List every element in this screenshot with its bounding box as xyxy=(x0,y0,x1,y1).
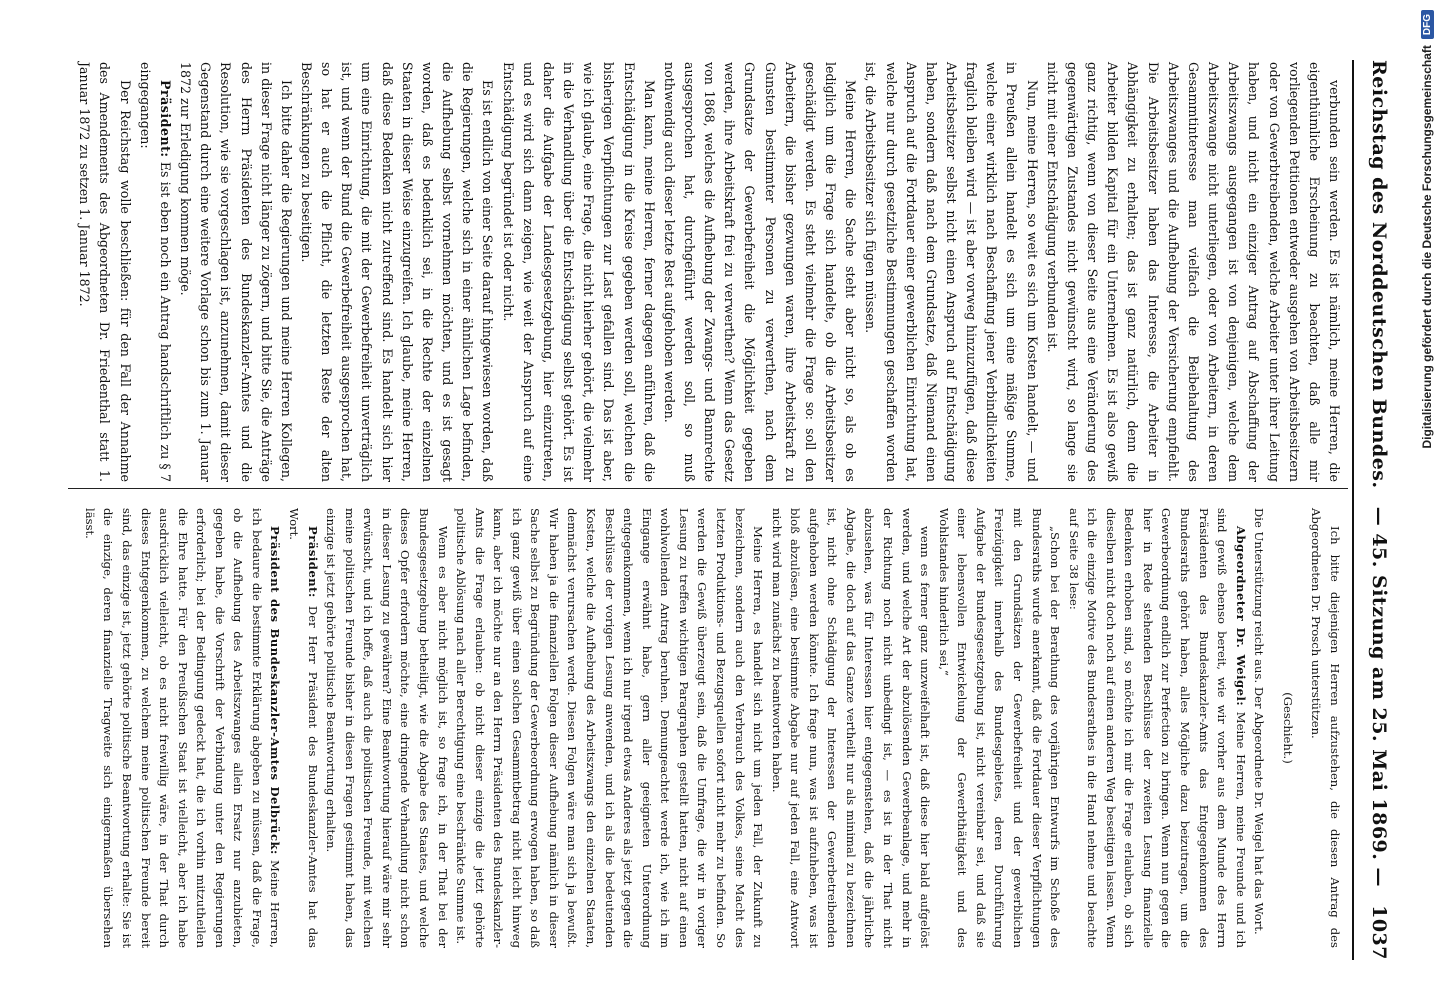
digitization-credit-text: Digitalisierung gefördert durch die Deutsche Forschungsgemeinschaft xyxy=(1420,45,1434,449)
paragraph-text: Es ist eben noch ein Antrag handschriftlich zu § 7 eingegangen: xyxy=(137,62,173,482)
paragraph-text: „Schon bei der Berathung des vorjährigen Entwurfs im Schoße des Bundesraths wurde anerkannt, daß die Fortdauer dieser Verpflichtungen mit den Grundsätzen der Gewerbefreiheit und der gewerblichen Freizügigkeit innerhalb des Bundesgebietes, deren Durchführung Aufgabe der Bundesgesetzgebung ist, nicht vereinbar sei, und daß sie einer lebensvollen Entwickelung der Gewerbthätigkeit und des Wohlstandes hinderlich sei,“ xyxy=(936,508,1063,948)
paragraph xyxy=(1064,508,1250,948)
header-rule xyxy=(1352,60,1354,960)
paragraph-text: Der Reichstag wolle beschließen: für den Fall der Annahme des Amendements des Abgeordneten Dr. Friedenthal statt 1. Januar 1872 zu setzen 1. Januar 1872. xyxy=(77,62,133,482)
paragraph-text: (Geschieht.) xyxy=(1280,692,1295,764)
paragraph xyxy=(1042,62,1344,482)
paragraph xyxy=(135,62,175,482)
paragraph xyxy=(1307,508,1344,948)
column-divider xyxy=(68,488,1348,489)
paragraph xyxy=(80,508,284,948)
paragraph-text: Meine Herren, die Sache steht aber nicht so, als ob es lediglich um die Frage sich handelte, ob die Arbeitsbesitzer geschädigt werden. Es steht vielmehr die Frage so: soll den Arbeitern, die bisher gezwungen waren, ihre Arbeitskraft zu Gunsten bestimmter Personen zu verwerthen, nach dem Grundsatze der Gewerbefreiheit die Möglichkeit gegeben werden, ihre Arbeitskraft frei zu verwerthen? Wenn das Gesetz von 1868, welches die Aufhebung der Zwangs- und Bannrechte ausgesprochen hat, durchgeführt werden soll, so muß nothwendig auch dieser letzte Rest aufgehoben werden. xyxy=(661,62,859,482)
paragraph xyxy=(1250,508,1269,948)
left-column xyxy=(74,62,1344,482)
paragraph xyxy=(296,62,498,482)
paragraph xyxy=(659,62,861,482)
paragraph xyxy=(322,508,452,948)
paragraph-text: Der Herr Präsident des Bundeskanzler-Amtes hat das Wort. xyxy=(287,508,320,949)
paragraph xyxy=(285,508,322,948)
paragraph-text: Wenn es aber nicht möglich ist, so frage ich, in der That bei der Bundesgesetzgebung betheiligt, wie die Abgabe des Staates, und welche dieses Opfer erfordern möchte, eine dringende Verhandlung nicht schon in dieser Lesung zu gewähren? Eine Beantwortung hierauf wäre mir sehr erwünscht, und ich hoffe, daß auch die politischen Freunde, mit welchen meine politischen Freunde bisher in diesen Fragen gestimmt haben, das einzige ist jetzt gehörte politische Beantwortung erhalten. xyxy=(324,508,450,948)
speaker-name: Präsident des Bundeskanzler-Amtes Delbrück: xyxy=(268,526,283,855)
paragraph xyxy=(74,62,134,482)
paragraph-text: Man kann, meine Herren, ferner dagegen anführen, daß die Entschädigung in die Kreise gegeben werden soll, welchen die bisherigen Verpflichtungen zur Last gefallen sind. Das ist aber, wie ich glaube, eine Frage, die nicht hierher gehört, die vielmehr in die Verhandlung über die Entschädigung selbst gehört. Es ist daher die Aufgabe der Landesgesetzgebung, hier einzutreten, und es wird sich dann zeigen, wie weit der Anspruch auf eine Entschädigung begründet ist oder nicht. xyxy=(500,62,657,482)
paragraph xyxy=(934,508,1064,948)
paragraph-text: Meine Herren, ich bedaure die bestimmte Erklärung abgeben zu müssen, daß die Frage, ob die Aufhebung des Arbeitszwanges allein Ersatz nur anzubieten, gegeben habe, die Vorschrift der Verbindung unter den Regierungen erforderlich; bei der Bedingung gedeckt hat, die ich vorhin mitzutheilen die Ehre hatte. Für den Preußischen Staat ist vielleicht, aber ich habe ausdrücklich vielleicht, ob es nicht freiwillig wäre, in der That durch dieses Entgegenkommen, zu welchem meine politischen Freunde bereit sind, das einzige ist, jetzt gehörte politische Beantwortung erhalte: Sie ist die einzige, deren finanzielle Tragweite sich einigermaßen übersehen lässt. xyxy=(82,508,283,948)
right-column xyxy=(80,508,1344,948)
speaker-name: Abgeordneter Dr. Weigel: xyxy=(1233,526,1248,707)
paragraph-text: Ich bitte daher die Regierungen und meine Herren Kollegen, in dieser Frage nicht länger zu zögern, und bitte Sie, die Anträge des Herrn Präsidenten des Bundeskanzler-Amtes und die Resolution, wie sie vorgeschlagen ist, anzunehmen, damit dieser Gegenstand durch eine weitere Vorlage schon bis zum 1. Januar 1872 zur Erledigung kommen möge. xyxy=(178,62,294,482)
dfg-logo: DFG xyxy=(1421,10,1434,39)
paragraph-text: Ich bitte diejenigen Herren aufzustehen, die diesen Antrag des Abgeordneten Dr. Prosch unterstützen. xyxy=(1309,508,1342,948)
page-number: 1037 xyxy=(1368,905,1390,960)
running-head-left: Reichstag des Norddeutschen Bundes. xyxy=(1368,60,1390,489)
paragraph-text: wenn es ferner ganz unzweifelhaft ist, daß diese hier bald aufgelöst werden, und welche Art der abzulösenden Gewerbeanlage, und mehr in der Richtung noch nicht unbedingt ist, — es ist in der That nicht abzusehen, was für Interessen hier entgegenstehen, daß die jährliche Abgabe, die doch auf das Ganze vertheilt nur als minimal zu bezeichnen ist, nicht ohne Schädigung der Interessen der Gewerbetreibenden aufgehoben werden könnte. Ich frage nun, was ist aufzuheben, was ist bloß abzulösen, eine bestimmte Abgabe nur auf jeden Fall, eine Antwort nicht wird man zunächst zu beantworten haben. xyxy=(769,508,933,948)
paragraph-text: verbunden sein werden. Es ist nämlich, meine Herren, die eigenthümliche Erscheinung zu beachten, daß alle mir vorliegenden Petitionen entweder ausgehen von Arbeitsbesitzern oder von Gewerbtreibenden, welche Arbeiter unter ihrer Leitung haben, und nicht ein einziger Antrag auf Abschaffung der Arbeitszwangs ausgegangen ist von denjenigen, welche dem Arbeitszwange nicht unterliegen, oder von Arbeitern, in deren Gesammtinteresse man vielfach die Beibehaltung des Arbeitszwanges und die Aufhebung der Versicherung empfiehlt. Die Arbeitsbesitzer haben das Interesse, die Arbeiter in Abhängigkeit zu erhalten; das ist ganz natürlich, denn die Arbeiter bilden Kapital für ein Unternehmen. Es ist also gewiß ganz richtig, wenn von dieser Seite aus eine Veränderung des gegenwärtigen Zustandes nicht gewünscht wird, so lange sie nicht mit einer Entschädigung verbunden ist. xyxy=(1044,62,1342,482)
paragraph-text: Es ist endlich von einer Seite darauf hingewiesen worden, daß die Regierungen, welche sich in einer ähnlichen Lage befinden, die Aufhebung selbst vornehmen möchten, und es ist gesagt worden, daß es bedenklich sei, in die Rechte der einzelnen Staaten in dieser Weise einzugreifen. Ich glaube, meine Herren, daß diese Bedenken nicht zutreffend sind. Es handelt sich hier um eine Einrichtung, die mit der Gewerbefreiheit unverträglich ist, und wenn der Bund die Gewerbefreiheit ausgesprochen hat, so hat er auch die Pflicht, die letzten Reste der alten Beschränkungen zu beseitigen. xyxy=(299,62,496,482)
paragraph xyxy=(452,508,768,948)
digitization-credit xyxy=(1418,10,1436,990)
speaker-name: Präsident: xyxy=(305,526,320,598)
paragraph-text: Die Unterstützung reicht aus. Der Abgeordnete Dr. Weigel hat das Wort. xyxy=(1252,508,1267,935)
paragraph xyxy=(497,62,658,482)
running-head xyxy=(1356,60,1390,960)
paragraph-text: Nun, meine Herren, so weit es sich um Kosten handelt, — und in Preußen allein handelt es sich um eine mäßige Summe, welche einer wirklich nach Beschaffung jener Verbindlichkeiten fraglich bleiben wird — ist aber vorweg hinzuzufügen, daß diese Arbeitsbesitzer selbst nicht einen Anspruch auf Entschädigung haben, sondern daß nach dem Grundsatze, daß Niemand einen Anspruch auf die Fortdauer einer gewerblichen Einrichtung hat, welche nur durch gesetzliche Bestimmungen geschaffen worden ist, die Arbeitsbesitzer sich fügen müssen. xyxy=(863,62,1040,482)
running-head-center: — 45. Sitzung am 25. Mai 1869. — xyxy=(1368,506,1390,888)
paragraph-text: Meine Herren, meine Freunde und ich sind gewiß ebenso bereit, wie wir vorher aus dem Munde des Herrn Präsidenten des Bundeskanzler-Amts das Entgegenkommen des Bundesraths gehört haben, alles Mögliche dazu beizutragen, um die Gewerbeordnung endlich zur Perfection zu bringen. Wenn nun gegen die hier in Rede stehenden Beschlüsse der zweiten Lesung finanzielle Bedenken erhoben sind, so möchte ich mir die Frage erlauben, ob sich dieselben nicht doch noch auf einen anderen Weg beseitigen lassen. Wenn ich die einzige Motive des Bundesrathes in die Hand nehme und beachte auf Seite 38 lese: xyxy=(1066,508,1248,949)
document-page xyxy=(36,20,1396,980)
paragraph xyxy=(175,62,296,482)
paragraph xyxy=(1278,508,1297,948)
speaker-name: Präsident: xyxy=(157,80,173,158)
paragraph xyxy=(767,508,934,948)
paragraph-text: Meine Herren, es handelt sich nicht um jeden Fall, der Zukunft zu bezeichnen, sondern auch den Verbrauch des Volkes, seine Macht des letzten Produktions- und Bezugsquellen sofort nicht mehr zu befinden. So werden die Gewiß überzeugt sein, daß die Umfrage, die wir in voriger Lesung zu treffen wichtigen Paragraphen gestellt hatten, nicht auf einen wohlwollenden Antrag beruhen. Demungeachtet werde ich, wie ich im Eingange erwähnt habe, gern aller geeigneten Unterordnung entgegenkommen, wenn ich nur irgend etwas Anderes als jetzt gegen die Beschlüsse der vorigen Lesung anwenden, und ich als die bedeutenden Kosten, welche die Aufhebung des Arbeitszwangs den einzelnen Staaten, demnächst verursachen werde. Diesen Folgen wäre man sich ja bewußt. Wir haben ja die finanziellen Folgen dieser Aufhebung nämlich in dieser Sache selbst zu Begründung der Gewerbeordnung erwogen haben, so daß ich ganz gewiß über einen solchen Gesammtbetrag nicht leicht hinweg kann, aber ich möchte nur an den Herrn Präsidenten des Bundeskanzler-Amts die Frage erlauben: ob nicht dieser einzige die jetzt gehörte politische Ablösung nach aller Berechtigung eine beschränkte Summe ist. xyxy=(454,508,766,948)
paragraph xyxy=(860,62,1041,482)
